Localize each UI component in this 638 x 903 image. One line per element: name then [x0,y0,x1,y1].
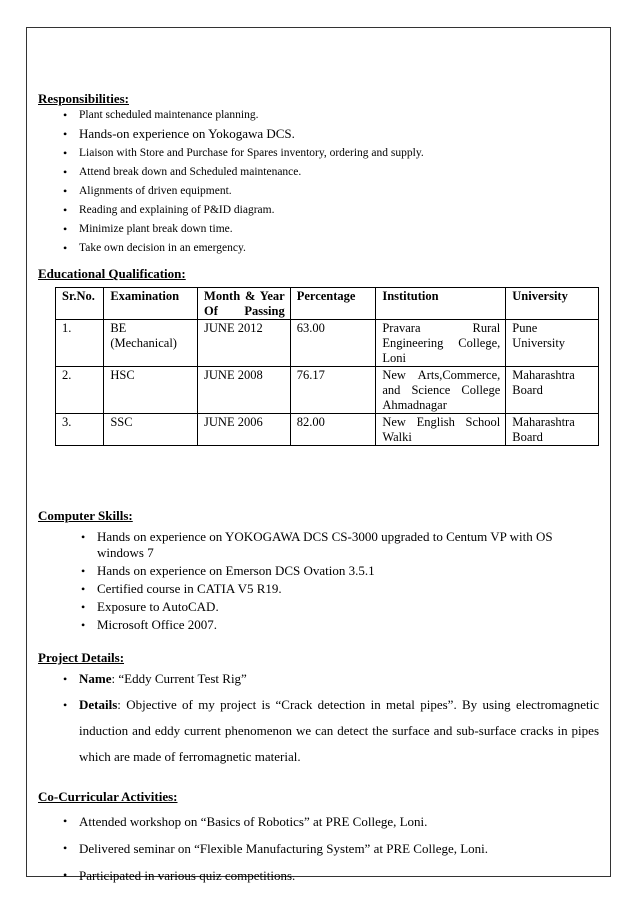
header-srno: Sr.No. [56,288,104,320]
list-item [63,666,599,692]
header-university: University [506,288,599,320]
cell-university: Pune University [506,320,599,367]
list-item: • Attended workshop on “Basics of Robotics” at PRE College, Loni. [79,808,599,835]
table-row [56,367,599,414]
list-item: • Certified course in CATIA V5 R19. [81,581,282,596]
cell-month: JUNE 2012 [198,320,291,367]
co-curricular-heading: Co-Curricular Activities: [38,789,178,804]
table-header-row [56,288,599,320]
list-item [63,692,599,770]
cell-month: JUNE 2008 [198,367,291,414]
list-item: • Alignments of driven equipment. [63,184,232,198]
list-item: • Exposure to AutoCAD. [81,599,219,614]
bullet-icon: • [63,241,68,255]
list-item: • Liaison with Store and Purchase for Spares inventory, ordering and supply. [63,146,424,160]
computer-skills-list [81,529,567,635]
list-item: • Minimize plant break down time. [63,222,233,236]
bullet-icon: • [63,146,68,160]
bullet-icon: • [63,165,68,179]
list-item: • Take own decision in an emergency. [63,241,246,255]
bullet-icon: • [63,814,68,828]
cell-university: Maharashtra Board [506,367,599,414]
project-details-value: : Objective of my project is “Crack detection in metal pipes”. By using electromagnetic induction and eddy current phenomenon we can detect the surface and sub-surface cracks in pipes which are made of ferromagnetic material. [79,697,599,764]
bullet-icon: • [81,582,86,596]
cell-examination: SSC [104,414,198,446]
bullet-icon: • [63,698,68,712]
cell-srno: 1. [56,320,104,367]
cell-percentage: 63.00 [290,320,376,367]
cell-university: Maharashtra Board [506,414,599,446]
cell-examination: BE (Mechanical) [104,320,198,367]
cell-institution: New Arts,Commerce, and Science College Ahmadnagar [376,367,506,414]
cell-srno: 2. [56,367,104,414]
project-list [63,666,599,770]
bullet-icon: • [63,108,68,122]
bullet-icon: • [63,203,68,217]
bullet-icon: • [81,530,86,544]
bullet-icon: • [63,868,68,882]
list-item: • Reading and explaining of P&ID diagram. [63,203,275,217]
cell-percentage: 82.00 [290,414,376,446]
list-item: • Hands-on experience on Yokogawa DCS. [63,126,295,141]
cell-month: JUNE 2006 [198,414,291,446]
header-month: Month & Year Of Passing [198,288,291,320]
list-item: • Hands on experience on YOKOGAWA DCS CS-3000 upgraded to Centum VP with OS windows 7 [81,529,553,560]
bullet-icon: • [81,618,86,632]
bullet-icon: • [63,222,68,236]
list-item: • Attend break down and Scheduled maintenance. [63,165,302,179]
list-item: • Microsoft Office 2007. [81,617,217,632]
table-row [56,414,599,446]
header-percentage: Percentage [290,288,376,320]
cell-srno: 3. [56,414,104,446]
project-heading: Project Details: [38,650,125,665]
list-item: • Plant scheduled maintenance planning. [63,108,259,122]
list-item: • Hands on experience on Emerson DCS Ovation 3.5.1 [81,563,375,578]
cell-institution: New English School Walki [376,414,506,446]
bullet-icon: • [63,127,68,141]
project-name-value: : “Eddy Current Test Rig” [111,671,247,686]
cell-percentage: 76.17 [290,367,376,414]
education-table [55,287,599,446]
project-name-label: Name [79,671,112,686]
bullet-icon: • [81,564,86,578]
responsibilities-list [63,107,424,259]
list-item: • Participated in various quiz competitions. [79,862,599,889]
bullet-icon: • [81,600,86,614]
bullet-icon: • [63,672,68,686]
education-heading: Educational Qualification: [38,266,186,281]
co-curricular-list [63,808,599,889]
bullet-icon: • [63,841,68,855]
bullet-icon: • [63,184,68,198]
computer-skills-heading: Computer Skills: [38,508,133,523]
project-details-label: Details [79,697,118,712]
table-row [56,320,599,367]
list-item: • Delivered seminar on “Flexible Manufacturing System” at PRE College, Loni. [79,835,599,862]
responsibilities-heading: Responsibilities: [38,91,130,106]
header-institution: Institution [376,288,506,320]
cell-examination: HSC [104,367,198,414]
header-examination: Examination [104,288,198,320]
cell-institution: Pravara Rural Engineering College, Loni [376,320,506,367]
